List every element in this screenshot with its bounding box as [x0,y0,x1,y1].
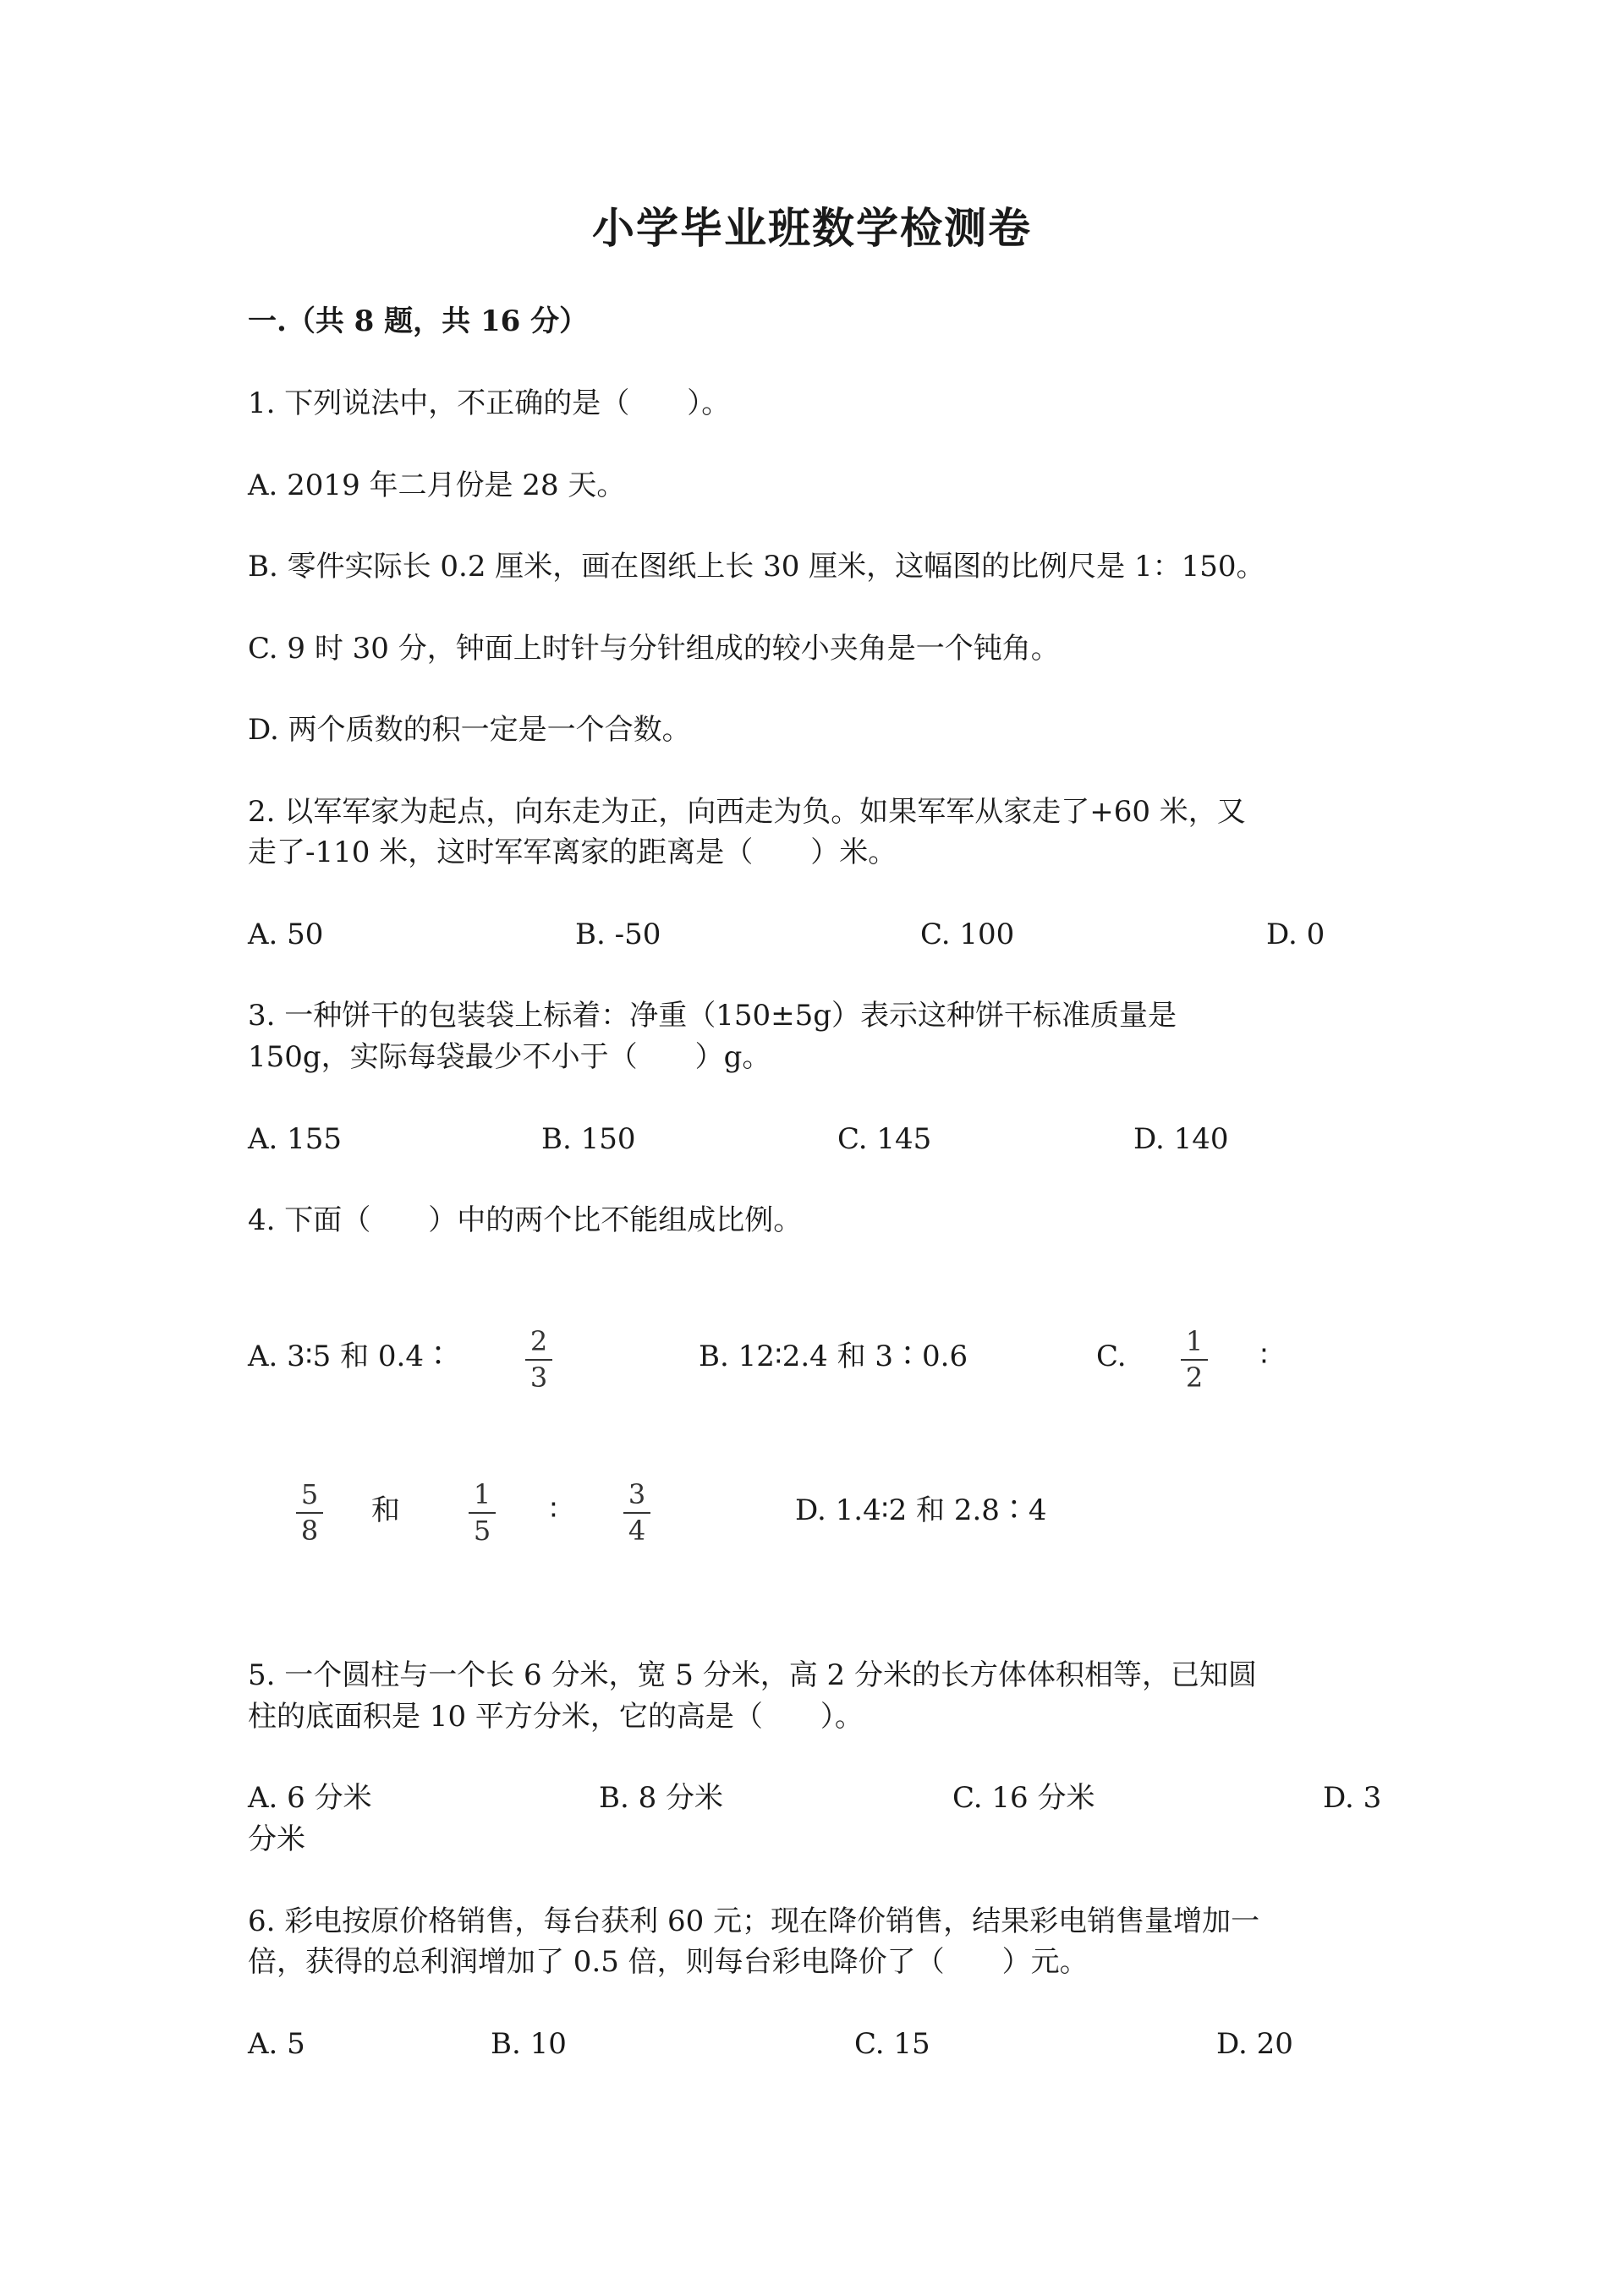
page-title: 小学毕业班数学检测卷 [592,203,1032,253]
fraction-numerator: 1 [473,1478,491,1510]
question-2-option-a: A. 50 [248,918,324,951]
question-5-option-b: B. 8 分米 [599,1781,724,1815]
fraction-denominator: 4 [628,1515,646,1547]
question-3-stem-line-1: 3. 一种饼干的包装袋上标着：净重（150±5g）表示这种饼干标准质量是 [248,999,1177,1033]
fraction-denominator: 2 [1185,1362,1204,1394]
question-5-option-c: C. 16 分米 [952,1781,1095,1815]
fraction-denominator: 5 [473,1515,491,1547]
question-3-option-b: B. 150 [541,1122,636,1156]
question-4-option-a-fraction [522,1326,556,1393]
question-4-option-c-fraction-4 [620,1479,654,1546]
question-3-option-a: A. 155 [248,1122,343,1156]
question-5-stem-line-1: 5. 一个圆柱与一个长 6 分米，宽 5 分米，高 2 分米的长方体体积相等，已知圆 [248,1658,1257,1692]
question-2-option-b: B. -50 [575,918,661,951]
question-4-option-c-fraction-1 [1177,1326,1211,1393]
question-2-option-d: D. 0 [1266,918,1325,951]
question-6-option-a: A. 5 [248,2027,305,2061]
fraction-denominator: 8 [300,1515,319,1547]
question-2-stem-line-2: 走了-110 米，这时军军离家的距离是（ ）米。 [248,836,897,869]
question-2-option-c: C. 100 [920,918,1015,951]
question-6-option-d: D. 20 [1216,2027,1293,2061]
question-4-option-c-fraction-2 [293,1479,326,1546]
question-3-option-d: D. 140 [1133,1122,1229,1156]
question-6-option-b: B. 10 [491,2027,567,2061]
question-4-option-c-colon-2: ∶ [550,1493,557,1527]
question-5-option-a: A. 6 分米 [248,1781,372,1815]
question-4-option-a: A. 3∶5 和 0.4∶ [248,1340,453,1373]
question-1-option-a: A. 2019 年二月份是 28 天。 [248,469,626,502]
question-4-option-b: B. 12∶2.4 和 3∶0.6 [699,1340,968,1373]
question-6-option-c: C. 15 [854,2027,930,2061]
question-3-stem-line-2: 150g，实际每袋最少不小于（ ）g。 [248,1040,771,1074]
question-3-option-c: C. 145 [837,1122,932,1156]
question-6-stem-line-1: 6. 彩电按原价格销售，每台获利 60 元；现在降价销售，结果彩电销售量增加一 [248,1904,1260,1938]
question-5-stem-line-2: 柱的底面积是 10 平方分米，它的高是（ ）。 [248,1700,864,1734]
question-4-stem: 4. 下面（ ）中的两个比不能组成比例。 [248,1203,803,1237]
fraction-numerator: 1 [1185,1325,1204,1357]
fraction-denominator: 3 [529,1362,548,1394]
fraction-numerator: 5 [300,1478,319,1510]
question-4-option-c-fraction-3 [465,1479,499,1546]
question-1-option-c: C. 9 时 30 分，钟面上时针与分针组成的较小夹角是一个钝角。 [248,632,1060,666]
question-5-option-d-unit: 分米 [248,1822,305,1856]
question-5-option-d: D. 3 [1323,1781,1382,1815]
question-1-option-d: D. 两个质数的积一定是一个合数。 [248,713,691,747]
question-4-option-c-label: C. [1096,1340,1127,1373]
question-4-option-d: D. 1.4∶2 和 2.8∶4 [795,1493,1047,1527]
question-1-option-b: B. 零件实际长 0.2 厘米，画在图纸上长 30 厘米，这幅图的比例尺是 1：150。 [248,550,1265,584]
fraction-numerator: 3 [628,1478,646,1510]
question-4-option-c-colon-1: ∶ [1260,1340,1268,1373]
question-4-option-c-and: 和 [371,1493,400,1527]
question-6-stem-line-2: 倍，获得的总利润增加了 0.5 倍，则每台彩电降价了（ ）元。 [248,1945,1089,1979]
question-1-stem: 1. 下列说法中，不正确的是（ ）。 [248,386,731,420]
question-2-stem-line-1: 2. 以军军家为起点，向东走为正，向西走为负。如果军军从家走了+60 米，又 [248,795,1246,829]
section-heading: 一.（共 8 题，共 16 分） [248,304,589,338]
fraction-numerator: 2 [529,1325,548,1357]
